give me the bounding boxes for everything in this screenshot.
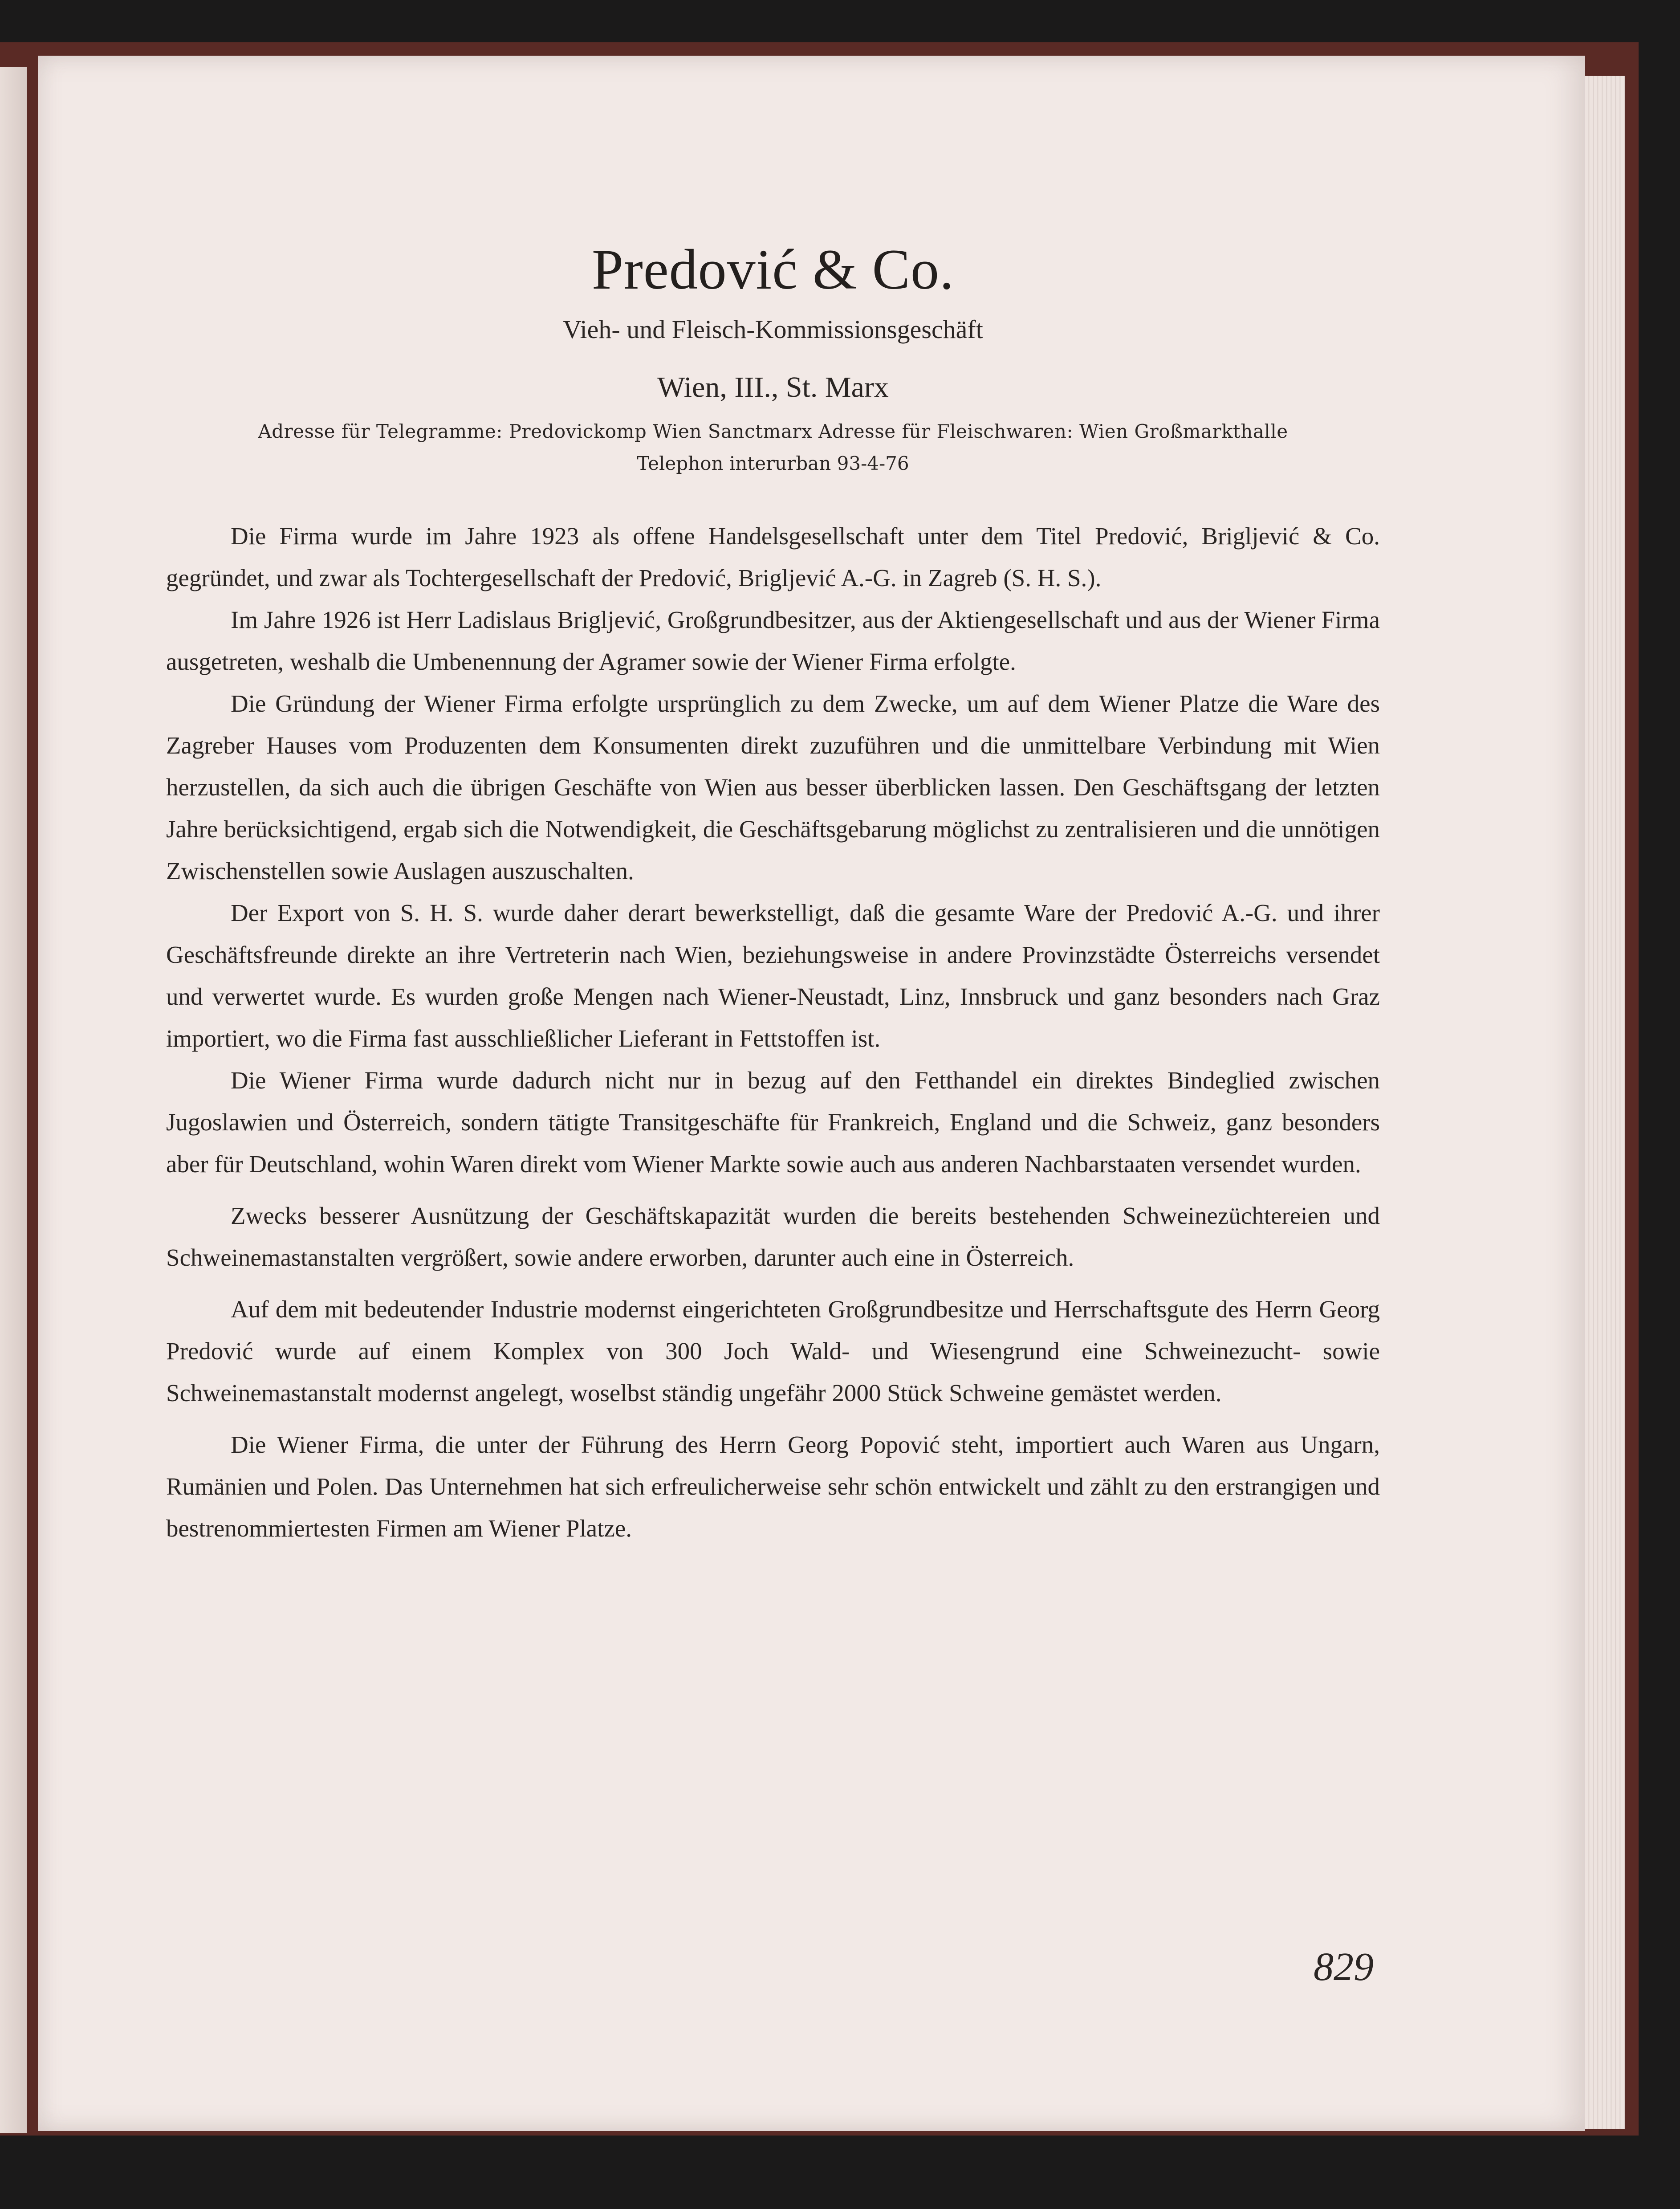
- paragraph-3: Die Gründung der Wiener Firma erfolgte ursprünglich zu dem Zwecke, um auf dem Wiener Platze die Ware des Zagreber Hauses vom Produzenten dem Konsumenten direkt zuzuführen und die unmittelbare Verbindung mit Wien herzustellen, da sich auch die übrigen Geschäfte von Wien aus besser überblicken lassen. Den Geschäftsgang der letzten Jahre berücksichtigend, ergab sich die Notwendigkeit, die Geschäftsgebarung möglichst zu zentralisieren und die unnötigen Zwischenstellen sowie Auslagen auszuschalten.: [166, 690, 1380, 884]
- company-location: Wien, III., St. Marx: [657, 371, 889, 403]
- page-content: [166, 236, 1380, 1549]
- company-title: Predović & Co.: [592, 238, 954, 301]
- paragraph-2: Im Jahre 1926 ist Herr Ladislaus Brigljević, Großgrundbesitzer, aus der Aktiengesellschaft und aus der Wiener Firma ausgetreten, weshalb die Umbenennung der Agramer sowie der Wiener Firma erfolgte.: [166, 606, 1380, 675]
- address-line: Adresse für Telegramme: Predovickomp Wien Sanctmarx Adresse für Fleischwaren: Wien Großmarkthalle: [258, 420, 1288, 442]
- paragraph-1: Die Firma wurde im Jahre 1923 als offene Handelsgesellschaft unter dem Titel Predović, Brigljević & Co. gegründet, und zwar als Tochtergesellschaft der Predović, Brigljević A.-G. in Zagreb (S. H. S.).: [166, 522, 1380, 591]
- company-subtitle: Vieh- und Fleisch-Kommissionsgeschäft: [563, 315, 983, 344]
- page-number: 829: [1314, 1945, 1374, 1989]
- phone-line: Telephon interurban 93-4-76: [637, 452, 909, 474]
- paragraph-6: Zwecks besserer Ausnützung der Geschäftskapazität wurden die bereits bestehenden Schweinezüchtereien und Schweinemastanstalten vergrößert, sowie andere erworben, darunter auch eine in Österreich.: [166, 1202, 1380, 1271]
- book-page: [38, 56, 1585, 2131]
- paragraph-4: Der Export von S. H. S. wurde daher derart bewerkstelligt, daß die gesamte Ware der Predović A.-G. und ihrer Geschäftsfreunde direkte an ihre Vertreterin nach Wien, beziehungsweise in andere Provinzstädte Österreichs versendet und verwertet wurde. Es wurden große Mengen nach Wiener-Neustadt, Linz, Innsbruck und ganz besonders nach Graz importiert, wo die Firma fast ausschließlicher Lieferant in Fettstoffen ist.: [166, 899, 1380, 1052]
- body-text: [166, 515, 1380, 1549]
- facing-page-edge: [0, 67, 27, 2133]
- paragraph-5: Die Wiener Firma wurde dadurch nicht nur in bezug auf den Fetthandel ein direktes Bindeglied zwischen Jugoslawien und Österreich, sondern tätigte Transitgeschäfte für Frankreich, England und die Schweiz, ganz besonders aber für Deutschland, wohin Waren direkt vom Wiener Markte sowie auch aus anderen Nachbarstaaten versendet wurden.: [166, 1067, 1380, 1178]
- paragraph-8: Die Wiener Firma, die unter der Führung des Herrn Georg Popović steht, importiert auch Waren aus Ungarn, Rumänien und Polen. Das Unternehmen hat sich erfreulicherweise sehr schön entwickelt und zählt zu den erstrangigen und bestrenommiertesten Firmen am Wiener Platze.: [166, 1431, 1380, 1542]
- paragraph-7: Auf dem mit bedeutender Industrie modernst eingerichteten Großgrundbesitze und Herrschaftsgute des Herrn Georg Predović wurde auf einem Komplex von 300 Joch Wald- und Wiesengrund eine Schweinezucht- sowie Schweinemastanstalt modernst angelegt, woselbst ständig ungefähr 2000 Stück Schweine gemästet werden.: [166, 1296, 1380, 1406]
